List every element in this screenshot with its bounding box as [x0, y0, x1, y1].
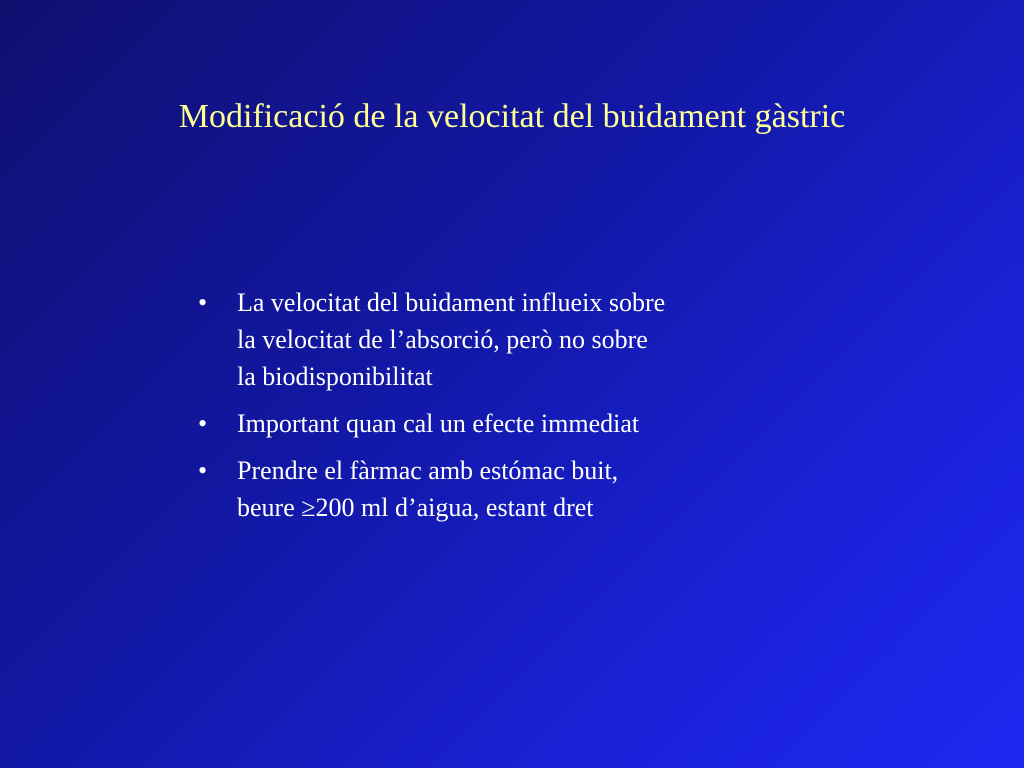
- bullet-line: la velocitat de l’absorció, però no sobre: [237, 325, 648, 354]
- slide-title: Modificació de la velocitat del buidament gàstric: [178, 98, 846, 135]
- bullet-line: la biodisponibilitat: [237, 362, 433, 391]
- bullet-item: [196, 284, 816, 395]
- bullet-icon: •: [198, 288, 208, 317]
- bullet-line: La velocitat del buidament influeix sobre: [237, 288, 666, 317]
- bullet-line: Important quan cal un efecte immediat: [237, 409, 640, 438]
- bullet-line: beure ≥200 ml d’aigua, estant dret: [237, 493, 594, 522]
- bullet-item: [196, 452, 816, 526]
- bullet-icon: •: [198, 456, 208, 485]
- bullet-list: [196, 284, 816, 536]
- bullet-line: Prendre el fàrmac amb estómac buit,: [237, 456, 619, 485]
- bullet-icon: •: [198, 409, 208, 438]
- bullet-item: [196, 405, 816, 442]
